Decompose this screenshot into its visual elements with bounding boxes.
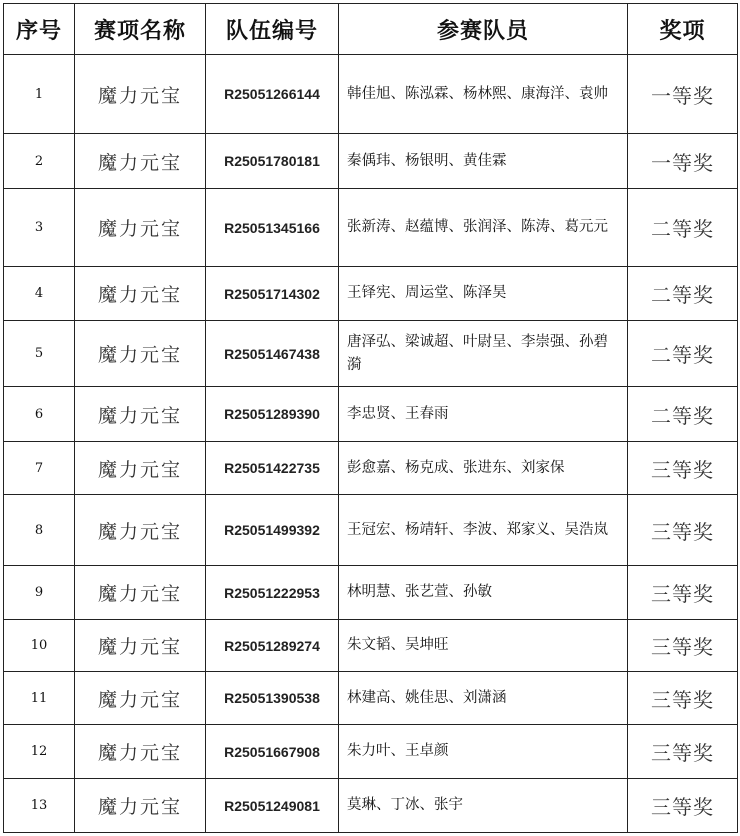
row-index: 4 <box>4 267 75 321</box>
table-row <box>4 442 738 495</box>
row-award: 三等奖 <box>628 620 738 672</box>
row-event: 魔力元宝 <box>75 779 206 833</box>
table-row <box>4 779 738 833</box>
row-team-id: R25051467438 <box>206 321 339 387</box>
row-event: 魔力元宝 <box>75 620 206 672</box>
row-award: 二等奖 <box>628 267 738 321</box>
row-event: 魔力元宝 <box>75 442 206 495</box>
row-award: 三等奖 <box>628 672 738 725</box>
row-award: 二等奖 <box>628 321 738 387</box>
row-event: 魔力元宝 <box>75 495 206 566</box>
table-row <box>4 55 738 134</box>
row-members: 王冠宏、杨靖轩、李波、郑家义、吴浩岚 <box>339 495 628 566</box>
row-members: 李忠贤、王春雨 <box>339 387 628 442</box>
table-row <box>4 672 738 725</box>
header-event: 赛项名称 <box>75 4 206 55</box>
table-row <box>4 134 738 189</box>
row-team-id: R25051266144 <box>206 55 339 134</box>
row-members: 朱文韬、吴坤旺 <box>339 620 628 672</box>
row-team-id: R25051780181 <box>206 134 339 189</box>
table-row <box>4 189 738 267</box>
row-event: 魔力元宝 <box>75 725 206 779</box>
row-index: 5 <box>4 321 75 387</box>
row-team-id: R25051499392 <box>206 495 339 566</box>
row-members: 林建高、姚佳思、刘潇涵 <box>339 672 628 725</box>
row-team-id: R25051714302 <box>206 267 339 321</box>
row-team-id: R25051422735 <box>206 442 339 495</box>
row-event: 魔力元宝 <box>75 321 206 387</box>
row-event: 魔力元宝 <box>75 55 206 134</box>
header-team-id: 队伍编号 <box>206 4 339 55</box>
table-row <box>4 495 738 566</box>
row-team-id: R25051667908 <box>206 725 339 779</box>
row-members: 韩佳旭、陈泓霖、杨林熙、康海洋、袁帅 <box>339 55 628 134</box>
row-award: 二等奖 <box>628 387 738 442</box>
row-team-id: R25051289390 <box>206 387 339 442</box>
row-award: 三等奖 <box>628 566 738 620</box>
row-event: 魔力元宝 <box>75 134 206 189</box>
table-row <box>4 725 738 779</box>
row-members: 彭愈嘉、杨克成、张进东、刘家保 <box>339 442 628 495</box>
row-event: 魔力元宝 <box>75 566 206 620</box>
row-index: 9 <box>4 566 75 620</box>
row-index: 10 <box>4 620 75 672</box>
row-index: 7 <box>4 442 75 495</box>
row-event: 魔力元宝 <box>75 189 206 267</box>
row-members: 秦偊玮、杨银明、黄佳霖 <box>339 134 628 189</box>
row-team-id: R25051345166 <box>206 189 339 267</box>
row-members: 朱力叶、王卓颜 <box>339 725 628 779</box>
row-award: 一等奖 <box>628 55 738 134</box>
row-team-id: R25051222953 <box>206 566 339 620</box>
awards-table <box>3 3 738 833</box>
row-team-id: R25051249081 <box>206 779 339 833</box>
row-index: 8 <box>4 495 75 566</box>
row-award: 三等奖 <box>628 442 738 495</box>
row-index: 13 <box>4 779 75 833</box>
row-award: 三等奖 <box>628 495 738 566</box>
header-index: 序号 <box>4 4 75 55</box>
row-index: 12 <box>4 725 75 779</box>
row-award: 三等奖 <box>628 779 738 833</box>
row-index: 3 <box>4 189 75 267</box>
row-members: 唐泽弘、梁诚超、叶尉呈、李崇强、孙碧漪 <box>339 321 628 387</box>
row-index: 2 <box>4 134 75 189</box>
header-members: 参赛队员 <box>339 4 628 55</box>
row-team-id: R25051289274 <box>206 620 339 672</box>
row-members: 张新涛、赵蕴博、张润泽、陈涛、葛元元 <box>339 189 628 267</box>
row-event: 魔力元宝 <box>75 387 206 442</box>
row-index: 1 <box>4 55 75 134</box>
table-row <box>4 267 738 321</box>
header-award: 奖项 <box>628 4 738 55</box>
row-event: 魔力元宝 <box>75 672 206 725</box>
table-row <box>4 566 738 620</box>
row-award: 二等奖 <box>628 189 738 267</box>
row-members: 莫琳、丁冰、张宇 <box>339 779 628 833</box>
row-event: 魔力元宝 <box>75 267 206 321</box>
row-award: 三等奖 <box>628 725 738 779</box>
row-team-id: R25051390538 <box>206 672 339 725</box>
table-row <box>4 387 738 442</box>
row-members: 王铎宪、周运堂、陈泽昊 <box>339 267 628 321</box>
table-row <box>4 620 738 672</box>
table-row <box>4 321 738 387</box>
row-index: 6 <box>4 387 75 442</box>
row-index: 11 <box>4 672 75 725</box>
row-award: 一等奖 <box>628 134 738 189</box>
header-row <box>4 4 738 55</box>
row-members: 林明慧、张艺萱、孙敏 <box>339 566 628 620</box>
